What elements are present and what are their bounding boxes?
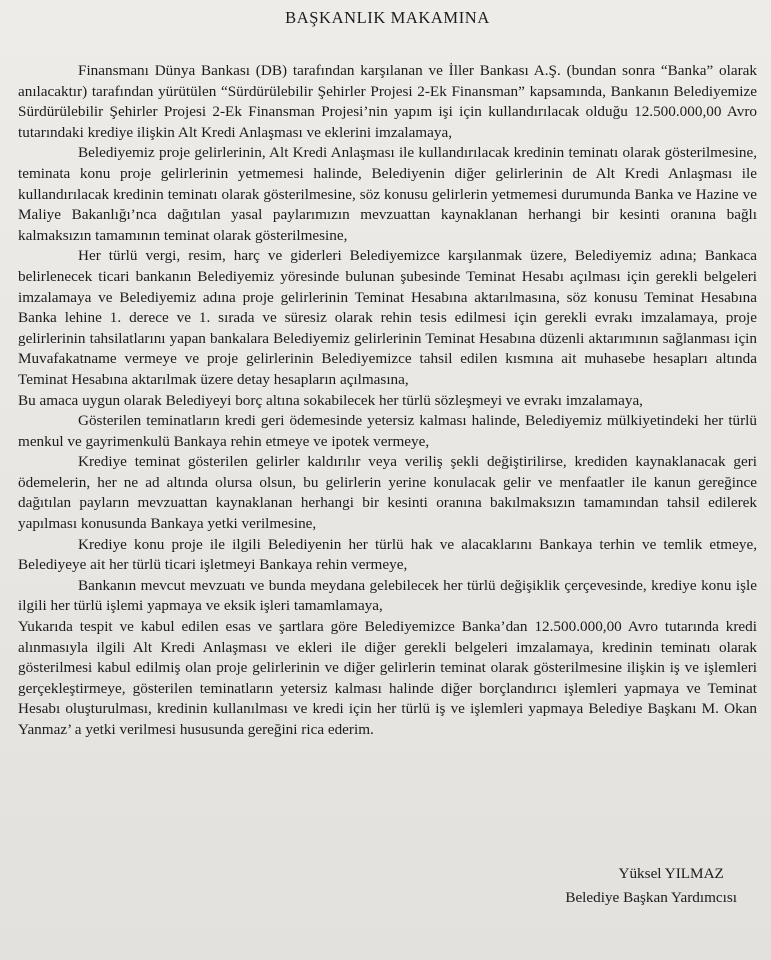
signature-block — [565, 862, 737, 910]
paragraph-9: Yukarıda tespit ve kabul edilen esas ve şartlara göre Belediyemizce Banka’dan 12.500.000,00 Avro tutarında kredi alınmasıyla ilgili Alt Kredi Anlaşması ve ekleri ile diğer gerekli belgeleri imzalamaya, kredinin teminatı olarak gösterilmesi kabul edilmiş olan proje gelirlerinin ve diğer gelirlerin teminat olarak gösterilmesine ilişkin iş ve işlemleri gerçekleştirmeye, gösterilen teminatların yetersiz kalması halinde diğer borçlandırıcı işlemleri yapmaya ve Teminat Hesabı oluşturulması, kredinin kullanılması ve kredi için her türlü iş ve işlemleri yapmaya Belediye Başkanı M. Okan Yanmaz’ a yetki verilmesi hususunda gereğini rica ederim. — [18, 618, 757, 738]
paragraph-8: Bankanın mevcut mevzuatı ve bunda meydana gelebilecek her türlü değişiklik çerçevesinde, krediye konu işle ilgili her türlü işlemi yapmaya ve eksik işleri tamamlamaya, — [18, 576, 757, 615]
paragraph-7: Krediye konu proje ile ilgili Belediyenin her türlü hak ve alacaklarını Bankaya terhin ve temlik etmeye, Belediyeye ait her türlü ticari işletmeyi Bankaya rehin vermeye, — [18, 535, 757, 574]
paragraph-3: Her türlü vergi, resim, harç ve giderleri Belediyemizce karşılanmak üzere, Belediyemiz adına; Bankaca belirlenecek ticari bankanın Belediyemiz yöresinde bulunan şubesinde Teminat Hesabı açılması için gerekli belgeleri imzalamaya ve Belediyemiz adına proje gelirlerinin Teminat Hesabına aktarılmasına, söz konusu Teminat Hesabına Banka lehine 1. derece ve 1. sırada ve süresiz olarak rehin tesis edilmesi için gerekli evrakı imzalamaya, proje gelirlerinin tahsilatlarını yapan bankalara Belediyemiz gelirlerinin Teminat Hesabına düzenli aktarımının sağlanması için Muvafakatname vermeye ve proje gelirlerinin Belediyemizce tahsil edilen kısmına ait muhasebe hesapları altında Teminat Hesabına aktarılmak üzere detay hesapların açılmasına, — [18, 247, 757, 388]
signatory-name: Yüksel YILMAZ — [618, 865, 724, 882]
signatory-title: Belediye Başkan Yardımcısı — [565, 889, 737, 906]
paragraph-4: Bu amaca uygun olarak Belediyeyi borç altına sokabilecek her türlü sözleşmeyi ve evrakı imzalamaya, — [18, 391, 643, 409]
paragraph-5: Gösterilen teminatların kredi geri ödemesinde yetersiz kalması halinde, Belediyemiz mülkiyetindeki her türlü menkul ve gayrimenkulü Bankaya rehin etmeye ve ipotek vermeye, — [18, 412, 757, 450]
document-title: BAŞKANLIK MAKAMINA — [285, 8, 490, 27]
paragraph-2: Belediyemiz proje gelirlerinin, Alt Kredi Anlaşması ile kullandırılacak kredinin teminatı olarak gösterilmesine, teminata konu proje gelirlerinin yetmemesi halinde, Belediyenin diğer gelirlerinin de Alt Kredi Anlaşması ile kullandırılacak kredinin teminatı olarak gösterilmesine, söz konusu gelirlerin yetmemesi durumunda Banka ve Hazine ve Maliye Bakanlığı’nca dağıtılan yasal paylarımızın mevzuattan kaynaklanan herhangi bir kesinti oranına bağlı kalmaksızın tamamının teminat olarak gösterilmesine, — [18, 144, 757, 244]
document-body — [18, 61, 757, 741]
paragraph-1: Finansmanı Dünya Bankası (DB) tarafından karşılanan ve İller Bankası A.Ş. (bundan sonra “Banka” olarak anılacaktır) tarafından yürütülen “Sürdürülebilir Şehirler Projesi 2-Ek Finansman” kapsamında, Bankanın Belediyemize Sürdürülebilir Şehirler Projesi 2-Ek Finansman Projesi’nin yapım işi için kullandırılacak olduğu 12.500.000,00 Avro tutarındaki krediye ilişkin Alt Kredi Anlaşması ve eklerini imzalamaya, — [18, 62, 757, 141]
paragraph-6: Krediye teminat gösterilen gelirler kaldırılır veya veriliş şekli değiştirilirse, krediden kaynaklanacak geri ödemelerin, her ne ad altında olursa olsun, bu gelirlerin yerine konulacak gelir ve menfaatler ile kanun gereğince dağıtılan payların mevzuattan kaynaklanan herhangi bir kesinti oranına bakılmaksızın tamamından tahsil edilerek yapılması konusunda Bankaya yetki verilmesine, — [18, 453, 757, 533]
